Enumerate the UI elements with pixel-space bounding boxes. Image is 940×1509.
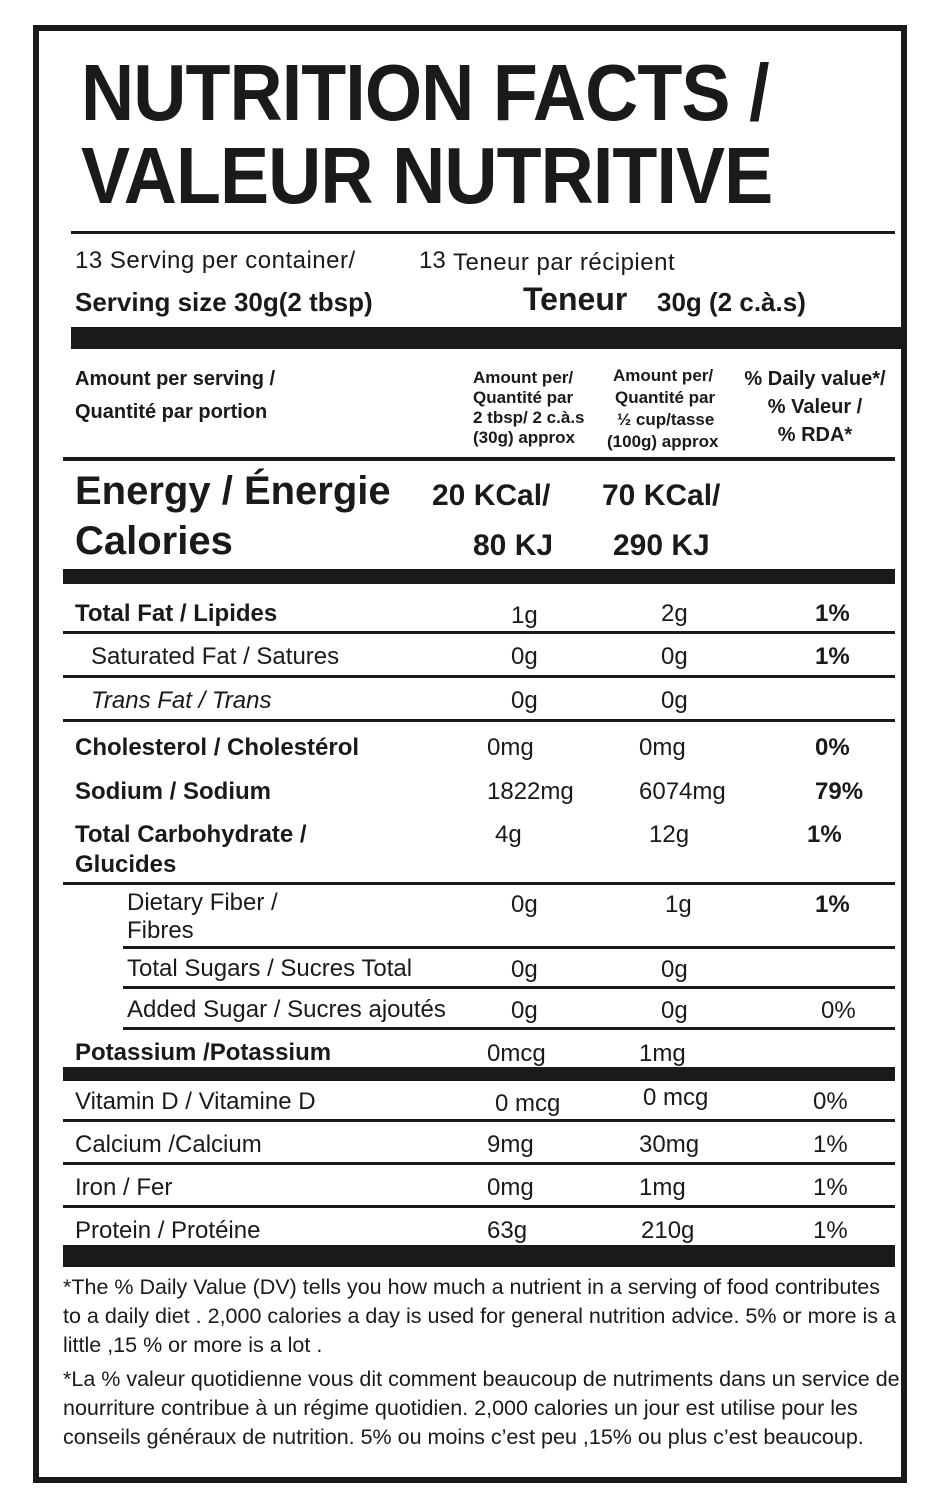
energy-col1-kcal: 20 KCal/ [432,479,551,512]
rule-added-sugar [123,1027,895,1030]
energy-label: Energy / Énergie [75,469,391,513]
thick-rule-2 [63,569,895,584]
nutrient-v2-protein: 210g [641,1217,695,1244]
servings-per-container-en: 13 Serving per container/ [75,247,356,274]
nutrient-dv-carbohydrate: 1% [807,821,842,848]
nutrient-v2-total-fat: 2g [661,600,688,627]
nutrition-label [33,25,907,1483]
nutrient-v2-added-sugar: 0g [661,997,688,1024]
nutrient-label-cholesterol: Cholesterol / Cholestérol [75,734,360,761]
nutrient-label-potassium: Potassium /Potassium [75,1039,332,1066]
energy-col2-kj: 290 KJ [613,529,710,562]
nutrient-v2-saturated-fat: 0g [661,643,688,670]
col1-header-2: Quantité par [473,388,574,407]
nutrient-label-carbohydrate: Total Carbohydrate / [75,821,307,848]
footnote-fr: *La % valeur quotidienne vous dit comment beaucoup de nutriments dans un service de nourriture contribue à un régime quotidien. 2,000 calories un jour est utilise pour les conseils généraux de nutrition. 5% ou moins c’est peu ,15% ou plus c’est beaucoup. [63,1367,900,1449]
servings-per-container-fr: Teneur par récipient [453,249,676,276]
rule-total-fat [63,631,895,634]
rule-trans-fat [63,719,895,722]
nutrient-dv-dietary-fiber: 1% [815,891,850,918]
nutrient-label-dietary-fiber-fr: Fibres [127,917,194,944]
nutrient-v1-sodium: 1822mg [487,778,574,805]
nutrient-dv-calcium: 1% [813,1131,848,1158]
nutrient-v2-sodium: 6074mg [639,778,726,805]
nutrient-label-iron: Iron / Fer [75,1174,173,1201]
nutrient-v1-total-sugars: 0g [511,956,538,983]
nutrient-v2-total-sugars: 0g [661,956,688,983]
nutrient-v2-cholesterol: 0mg [639,734,686,761]
serving-size-en: Serving size 30g(2 tbsp) [75,287,373,317]
col1-header-3: 2 tbsp/ 2 c.à.s [473,408,585,427]
rule-total-sugars [123,986,895,989]
nutrient-label-added-sugar: Added Sugar / Sucres ajoutés [127,996,446,1023]
serving-size-fr-word: Teneur [523,281,628,317]
dv-header-1: % Daily value*/ [744,368,886,390]
amount-per-serving-fr: Quantité par portion [75,401,268,423]
nutrient-dv-saturated-fat: 1% [815,643,850,670]
nutrient-v2-carbohydrate: 12g [649,821,690,848]
title-rule [71,231,895,234]
nutrient-label-trans-fat: Trans Fat / Trans [91,687,272,714]
nutrient-dv-vitamin-d: 0% [813,1088,848,1115]
nutrient-v1-trans-fat: 0g [511,687,538,714]
nutrient-dv-cholesterol: 0% [815,734,850,761]
calories-label: Calories [75,519,233,563]
nutrient-dv-added-sugar: 0% [821,997,856,1024]
nutrient-v2-vitamin-d: 0 mcg [643,1084,709,1111]
thick-rule-1 [71,327,901,349]
nutrient-v2-trans-fat: 0g [661,687,688,714]
nutrient-dv-iron: 1% [813,1174,848,1201]
nutrient-dv-total-fat: 1% [815,600,850,627]
nutrient-dv-sodium: 79% [815,778,864,805]
nutrient-v2-iron: 1mg [639,1174,686,1201]
nutrient-label-carbohydrate-fr: Glucides [75,851,177,878]
nutrient-v1-potassium: 0mcg [487,1040,546,1067]
nutrient-v1-total-fat: 1g [511,602,538,629]
serving-size-fr: 30g (2 c.à.s) [657,287,806,317]
title-line-2: VALEUR NUTRITIVE [81,131,773,220]
col2-header-3: ½ cup/tasse [617,410,715,429]
footnote-en: *The % Daily Value (DV) tells you how much a nutrient in a serving of food contributes to a daily diet . 2,000 calories a day is used for general nutrition advice. 5% or more is a little ,15 % or more is a lot . [63,1275,896,1357]
nutrient-label-total-fat: Total Fat / Lipides [75,600,278,627]
nutrient-label-sodium: Sodium / Sodium [75,778,271,805]
dv-header-2: % Valeur / [767,396,863,418]
nutrient-v1-saturated-fat: 0g [511,643,538,670]
col1-header-1: Amount per/ [473,368,574,387]
nutrient-label-calcium: Calcium /Calcium [75,1131,262,1158]
nutrient-dv-protein: 1% [813,1217,848,1244]
col2-header-2: Quantité par [615,388,716,407]
nutrient-v1-dietary-fiber: 0g [511,891,538,918]
rule-dietary-fiber [123,946,895,949]
dv-header-3: % RDA* [777,424,853,446]
col2-header-1: Amount per/ [613,366,714,385]
nutrient-v1-calcium: 9mg [487,1131,534,1158]
nutrient-label-protein: Protein / Protéine [75,1217,261,1244]
rule-iron [63,1205,895,1208]
rule-carbohydrate [63,882,895,885]
thick-rule-4 [63,1245,895,1267]
col2-header-4: (100g) approx [607,432,719,451]
rule-calcium [63,1162,895,1165]
servings-per-container-fr-number: 13 [419,247,446,274]
nutrient-v2-potassium: 1mg [639,1040,686,1067]
nutrient-label-vitamin-d: Vitamin D / Vitamine D [75,1088,316,1115]
amount-per-serving-en: Amount per serving / [75,368,276,390]
energy-col2-kcal: 70 KCal/ [602,479,721,512]
nutrient-label-saturated-fat: Saturated Fat / Satures [91,643,340,670]
nutrient-v2-dietary-fiber: 1g [665,891,692,918]
nutrient-v1-cholesterol: 0mg [487,734,534,761]
col1-header-4: (30g) approx [473,428,576,447]
title-line-1: NUTRITION FACTS / [81,48,769,137]
nutrient-v1-vitamin-d: 0 mcg [495,1090,561,1117]
thick-rule-3 [63,1067,895,1081]
nutrient-v1-added-sugar: 0g [511,997,538,1024]
rule-saturated-fat [63,675,895,678]
nutrient-v1-protein: 63g [487,1217,528,1244]
nutrient-v2-calcium: 30mg [639,1131,700,1158]
nutrient-label-dietary-fiber: Dietary Fiber / [127,889,278,916]
nutrient-label-total-sugars: Total Sugars / Sucres Total [127,955,413,982]
rule-vitamin-d [63,1119,895,1122]
header-rule [63,457,895,461]
energy-col1-kj: 80 KJ [473,529,554,562]
nutrient-v1-iron: 0mg [487,1174,534,1201]
nutrient-v1-carbohydrate: 4g [495,821,522,848]
